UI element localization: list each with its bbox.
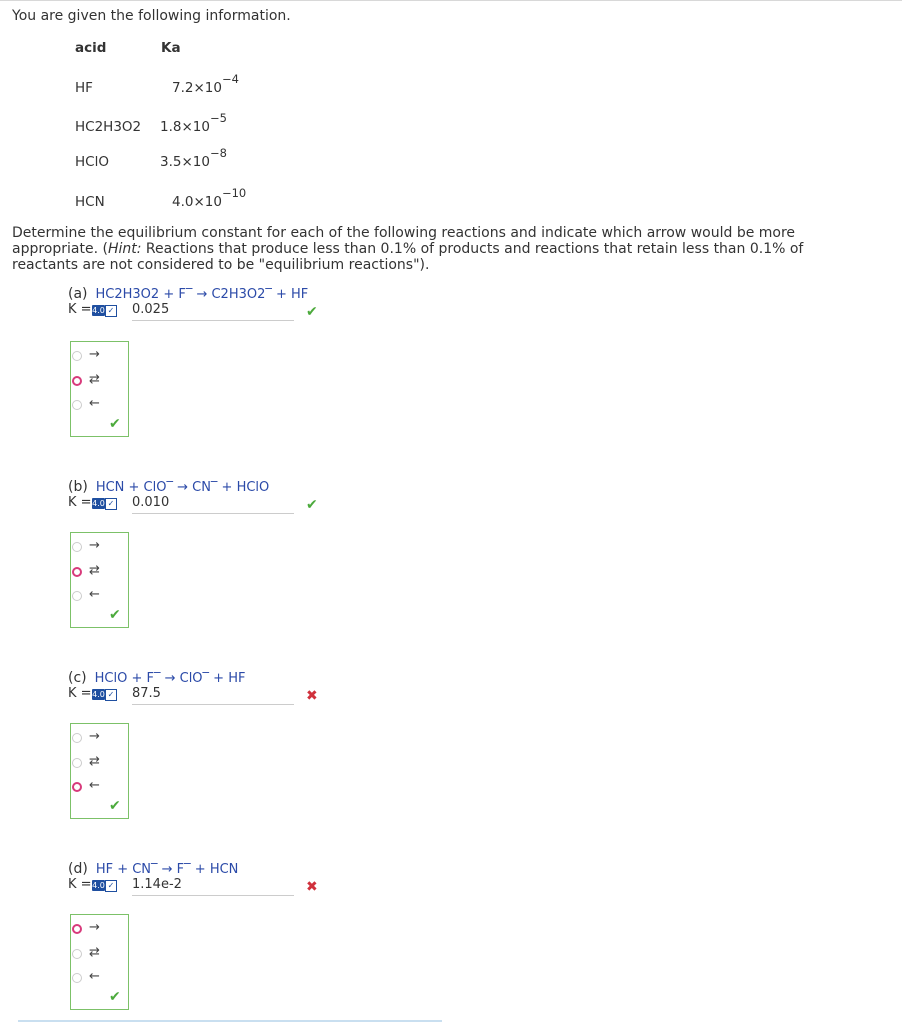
reaction: (d) HF + CN‾ → F‾ + HCN (68, 861, 239, 877)
radio-equilibrium-arrow[interactable] (72, 376, 82, 386)
reverse-arrow-icon: ← (89, 587, 100, 602)
version-badge: 4.0 (92, 499, 105, 508)
radio-forward-arrow[interactable] (72, 733, 82, 743)
acid-name: HF (75, 80, 93, 96)
forward-arrow-icon: → (89, 538, 100, 553)
ka-header: Ka (161, 40, 181, 56)
part-d (68, 861, 318, 897)
forward-arrow-icon: → (89, 729, 100, 744)
radio-forward-arrow[interactable] (72, 924, 82, 934)
k-answer-row: K = 4.0 ✓ 87.5 ✖ (68, 686, 318, 704)
k-input[interactable]: 87.5 (132, 686, 294, 705)
incorrect-icon: ✖ (306, 879, 318, 895)
equilibrium-arrow-icon: ⇄ (89, 754, 100, 769)
checkbox-icon: ✓ (105, 880, 117, 892)
incorrect-icon: ✖ (306, 688, 318, 704)
equilibrium-arrow-icon: ⇄ (89, 563, 100, 578)
k-answer-row: K = 4.0 ✓ 0.025 ✔ (68, 302, 318, 320)
radio-equilibrium-arrow[interactable] (72, 949, 82, 959)
correct-icon: ✔ (109, 989, 121, 1005)
checkbox-icon: ✓ (105, 498, 117, 510)
hint-label: Hint: (107, 241, 142, 257)
reverse-arrow-icon: ← (89, 969, 100, 984)
arrow-choice-box (70, 914, 129, 1010)
correct-icon: ✔ (109, 416, 121, 432)
radio-reverse-arrow[interactable] (72, 782, 82, 792)
part-c (68, 670, 318, 706)
k-answer-row: K = 4.0 ✓ 0.010 ✔ (68, 495, 318, 513)
correct-icon: ✔ (306, 304, 318, 320)
intro-text: You are given the following information. (12, 8, 291, 24)
acid-name: HC2H3O2 (75, 119, 142, 135)
ka-value: $3.5\times 10^{-8}$ (160, 146, 227, 170)
acid-header: acid (75, 40, 107, 56)
radio-reverse-arrow[interactable] (72, 973, 82, 983)
part-b (68, 479, 318, 515)
k-answer-row: K = 4.0 ✓ 1.14e-2 ✖ (68, 877, 318, 895)
correct-icon: ✔ (306, 497, 318, 513)
ka-value: $7.2\times 10^{-4}$ (172, 72, 239, 96)
reverse-arrow-icon: ← (89, 396, 100, 411)
version-badge: 4.0 (92, 306, 105, 315)
top-divider (0, 0, 902, 1)
equilibrium-arrow-icon: ⇄ (89, 372, 100, 387)
equilibrium-arrow-icon: ⇄ (89, 945, 100, 960)
radio-forward-arrow[interactable] (72, 351, 82, 361)
arrow-choice-box (70, 532, 129, 628)
reaction: (c) HClO + F‾ → ClO‾ + HF (68, 670, 246, 686)
acid-name: HCN (75, 194, 105, 210)
ka-value: $1.8\times 10^{-5}$ (160, 111, 227, 135)
instructions: Determine the equilibrium constant for each of the following reactions and indicate which arrow would be more appropriate. (Hint: Reactions that produce less than 0.1% of products and reactions that retain less than 0.1% of reactants are not considered to be "equilibrium reactions"). (12, 225, 804, 273)
radio-forward-arrow[interactable] (72, 542, 82, 552)
checkbox-icon: ✓ (105, 305, 117, 317)
acid-name: HClO (75, 154, 109, 170)
reaction: (a) HC2H3O2 + F‾ → C2H3O2‾ + HF (68, 286, 309, 302)
reaction: (b) HCN + ClO‾ → CN‾ + HClO (68, 479, 270, 495)
version-badge: 4.0 (92, 690, 105, 699)
version-badge: 4.0 (92, 881, 105, 890)
forward-arrow-icon: → (89, 347, 100, 362)
radio-reverse-arrow[interactable] (72, 400, 82, 410)
correct-icon: ✔ (109, 798, 121, 814)
radio-equilibrium-arrow[interactable] (72, 567, 82, 577)
radio-reverse-arrow[interactable] (72, 591, 82, 601)
checkbox-icon: ✓ (105, 689, 117, 701)
correct-icon: ✔ (109, 607, 121, 623)
k-input[interactable]: 0.025 (132, 302, 294, 321)
ka-value: $4.0\times 10^{-10}$ (172, 186, 247, 210)
part-a (68, 286, 318, 322)
forward-arrow-icon: → (89, 920, 100, 935)
arrow-choice-box (70, 723, 129, 819)
bottom-divider (18, 1020, 442, 1022)
arrow-choice-box (70, 341, 129, 437)
reverse-arrow-icon: ← (89, 778, 100, 793)
radio-equilibrium-arrow[interactable] (72, 758, 82, 768)
k-input[interactable]: 0.010 (132, 495, 294, 514)
k-input[interactable]: 1.14e-2 (132, 877, 294, 896)
